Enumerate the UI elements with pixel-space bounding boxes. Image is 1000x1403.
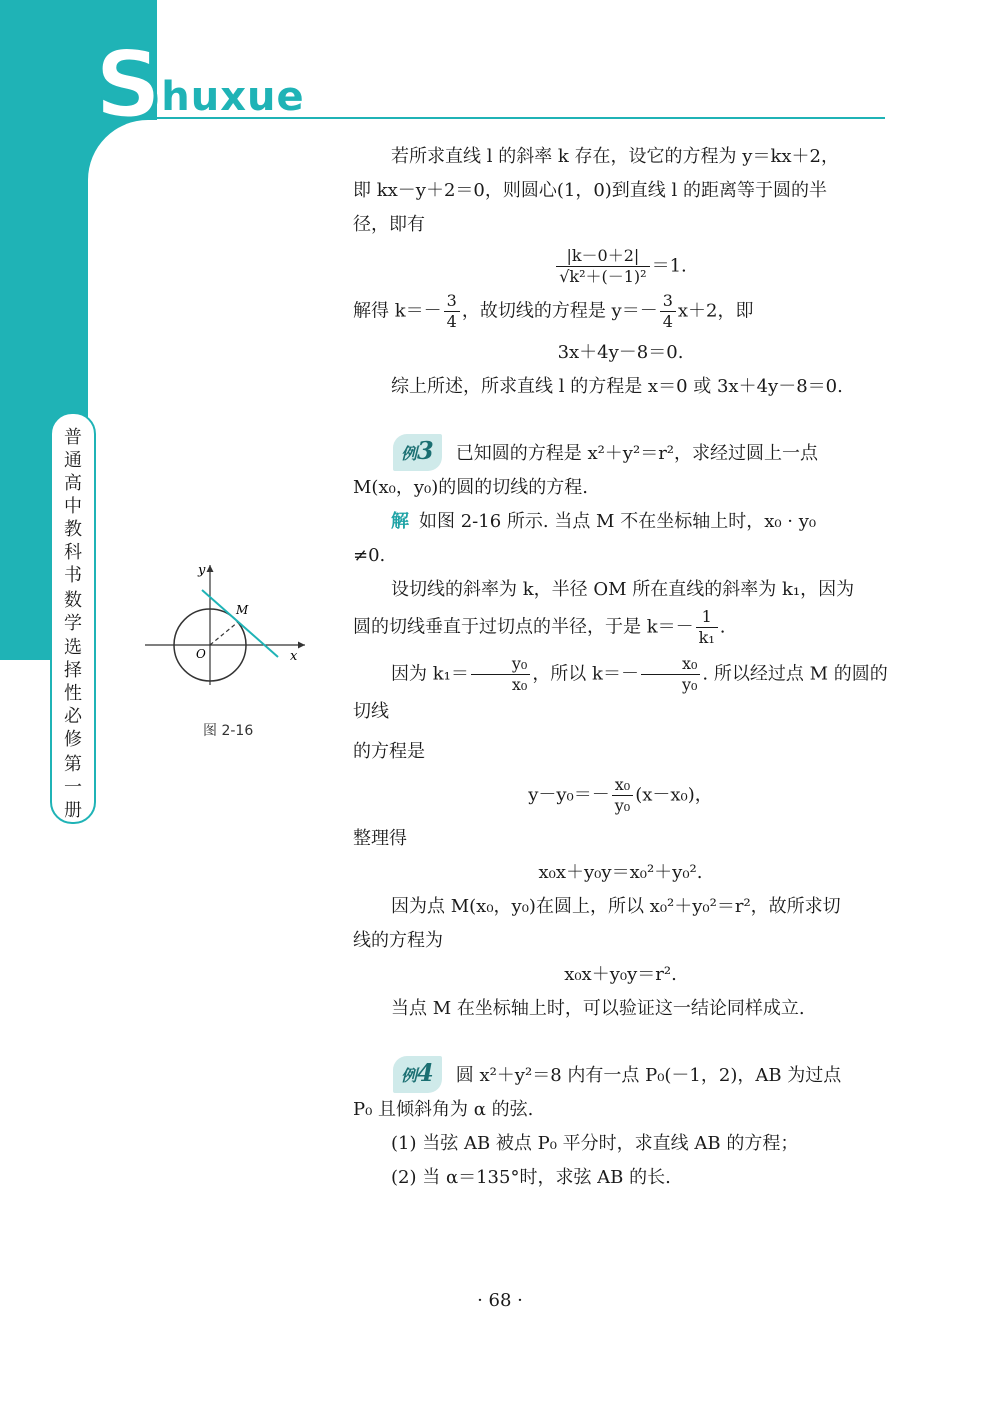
equation: x₀x＋y₀y＝r². xyxy=(564,964,677,985)
equation-distance: $\frac{|k-0+2|}{\text{√k²＋(－1)²}}$ ＝1. xyxy=(353,246,888,287)
body-line: 的方程是 xyxy=(353,741,425,762)
example-3-heading: 例3 已知圆的方程是 x²＋y²＝r²，求经过圆上一点 xyxy=(353,434,888,471)
example-4-heading: 例4 圆 x²＋y²＝8 内有一点 P₀(－1，2)，AB 为过点 xyxy=(353,1056,888,1093)
page-number: · 68 · xyxy=(477,1290,523,1311)
spine-char: 高 xyxy=(64,473,82,494)
spine-char: 修 xyxy=(64,729,82,751)
body-line: M(x₀，y₀)的圆的切线的方程. xyxy=(353,477,588,498)
label-o: O xyxy=(196,647,206,661)
spine-char: 学 xyxy=(64,612,82,634)
radius-om xyxy=(210,622,238,645)
book-spine-title xyxy=(50,412,96,824)
spine-char: 选 xyxy=(64,637,82,659)
body-line: ≠0. xyxy=(353,545,386,566)
tangent-line xyxy=(202,590,278,657)
spine-char: 性 xyxy=(64,683,82,705)
body-line: P₀ 且倾斜角为 α 的弦. xyxy=(353,1099,534,1120)
spine-char: 必 xyxy=(64,706,82,728)
body-line: 因为点 M(x₀，y₀)在圆上，所以 x₀²＋y₀²＝r²，故所求切 xyxy=(391,896,841,917)
spine-char: 普 xyxy=(64,427,82,448)
spine-char: 中 xyxy=(64,496,82,517)
shuxue-logo: Shuxue xyxy=(95,31,305,138)
spine-char: 择 xyxy=(64,660,82,682)
label-x: x xyxy=(290,649,298,664)
figure-2-16 xyxy=(140,560,310,690)
body-line: 若所求直线 l 的斜率 k 存在，设它的方程为 y＝kx＋2， xyxy=(391,146,839,167)
spine-char: 通 xyxy=(64,450,82,471)
body-line: 圆的切线垂直于过切点的半径，于是 k＝－ $\frac{1}{\text{k₁}}$ . xyxy=(353,607,726,647)
spine-char: 科 xyxy=(64,542,82,563)
equation: x₀x＋y₀y＝x₀²＋y₀². xyxy=(538,862,703,883)
spine-char: 教 xyxy=(64,519,82,540)
body-line: 因为 k₁＝ $\frac{\text{y₀}}{\text{x₀}}$ ，所以 k＝－ $\frac{\text{x₀}}{\text{y₀}}$ . 所以经过点 M 的圆的切线 xyxy=(353,654,888,722)
example-badge: 例3 xyxy=(393,434,442,471)
spine-char: 书 xyxy=(64,565,82,586)
example-badge: 例4 xyxy=(393,1056,442,1093)
label-m: M xyxy=(236,603,249,617)
body-line: 解得 k＝－ $\frac{3}{4}$ ，故切线的方程是 y＝－ $\frac{3}{4}$ x＋2，即 xyxy=(353,291,754,331)
body-line: 线的方程为 xyxy=(353,930,443,951)
spine-char: 数 xyxy=(64,589,82,611)
page-body xyxy=(353,140,888,1195)
body-line: 整理得 xyxy=(353,828,407,849)
equation: 3x＋4y－8＝0. xyxy=(557,342,684,363)
body-line: 当点 M 在坐标轴上时，可以验证这一结论同样成立. xyxy=(391,998,805,1019)
body-line: 综上所述，所求直线 l 的方程是 x＝0 或 3x＋4y－8＝0. xyxy=(391,376,843,397)
question-1: (1) 当弦 AB 被点 P₀ 平分时，求直线 AB 的方程； xyxy=(391,1133,799,1154)
question-2: (2) 当 α＝135°时，求弦 AB 的长. xyxy=(391,1167,671,1188)
equation-tangent: y－y₀＝－ $\frac{\text{x₀}}{\text{y₀}}$ (x－x₀)， xyxy=(528,775,713,815)
spine-char: 第 xyxy=(64,754,82,776)
figure-caption: 图 2-16 xyxy=(203,723,254,739)
body-line: 即 kx－y＋2＝0，则圆心(1，0)到直线 l 的距离等于圆的半 xyxy=(353,180,828,201)
spine-char: 一 xyxy=(64,777,82,799)
body-line: 径，即有 xyxy=(353,214,425,235)
solution-line: 解 如图 2-16 所示. 当点 M 不在坐标轴上时，x₀ · y₀ xyxy=(391,511,817,532)
label-y: y xyxy=(198,563,206,578)
spine-char: 册 xyxy=(64,800,82,822)
body-line: 设切线的斜率为 k，半径 OM 所在直线的斜率为 k₁，因为 xyxy=(391,579,855,600)
